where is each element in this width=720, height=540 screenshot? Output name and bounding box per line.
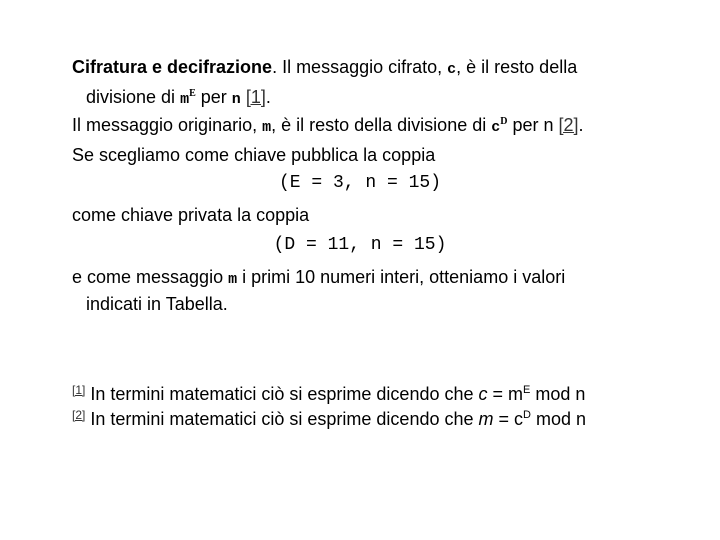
paragraph-line-1 (72, 265, 565, 292)
text-fragment: . (578, 115, 584, 135)
footnote-marker-1[interactable]: [1] (72, 383, 86, 397)
text-fragment: mod n (530, 384, 586, 404)
text-fragment: In termini matematici ciò si esprime dicendo che (85, 384, 479, 404)
footnote-2 (72, 403, 586, 431)
paragraph-line-1 (72, 55, 577, 82)
footnote-marker-2[interactable]: [2] (72, 408, 86, 422)
text-fragment: mod n (530, 409, 586, 429)
text-fragment: In termini matematici ciò si esprime dicendo che (85, 409, 479, 429)
var-c: c (447, 61, 457, 78)
text-fragment: i primi 10 numeri interi, otteniamo i valori (237, 267, 566, 287)
paragraph-message (72, 265, 565, 316)
var-c: c (478, 384, 488, 404)
public-key-equation: (E = 3, n = 15) (278, 173, 442, 193)
footnote-1 (72, 378, 585, 406)
text-fragment: e come messaggio (72, 267, 229, 287)
text-fragment: Il messaggio originario, (72, 115, 263, 135)
private-key-equation: (D = 11, n = 15) (273, 235, 447, 255)
var-m: m (478, 409, 494, 429)
text-fragment: = m (487, 384, 524, 404)
section-title: Cifratura e decifrazione (72, 57, 273, 77)
paragraph-line-2 (72, 82, 577, 112)
var-m: m (228, 271, 238, 288)
exponent-e: E (523, 384, 531, 396)
var-m: m (180, 91, 190, 108)
text-fragment: , è il resto della divisione di (271, 115, 492, 135)
exponent-e: E (189, 88, 196, 99)
var-n: n (231, 91, 241, 108)
text-fragment: divisione di (86, 87, 181, 107)
var-m: m (262, 119, 272, 136)
var-c: c (491, 119, 501, 136)
paragraph-decryption (72, 110, 584, 140)
text-fragment: = c (493, 409, 524, 429)
footnote-link-2[interactable]: [2] (558, 115, 579, 135)
exponent-d: D (500, 116, 508, 127)
paragraph-private-key: come chiave privata la coppia (72, 205, 310, 225)
text-fragment: per (195, 87, 232, 107)
paragraph-public-key: Se scegliamo come chiave pubblica la coppia (72, 145, 436, 165)
footnote-link-1[interactable]: [1] (245, 87, 266, 107)
paragraph-encryption (72, 55, 577, 112)
paragraph-line-2: indicati in Tabella. (86, 294, 228, 314)
exponent-d: D (523, 409, 531, 421)
text-fragment: , è il resto della (456, 57, 578, 77)
text-fragment: . (265, 87, 271, 107)
text-fragment: per n (507, 115, 559, 135)
text-fragment: . Il messaggio cifrato, (272, 57, 448, 77)
